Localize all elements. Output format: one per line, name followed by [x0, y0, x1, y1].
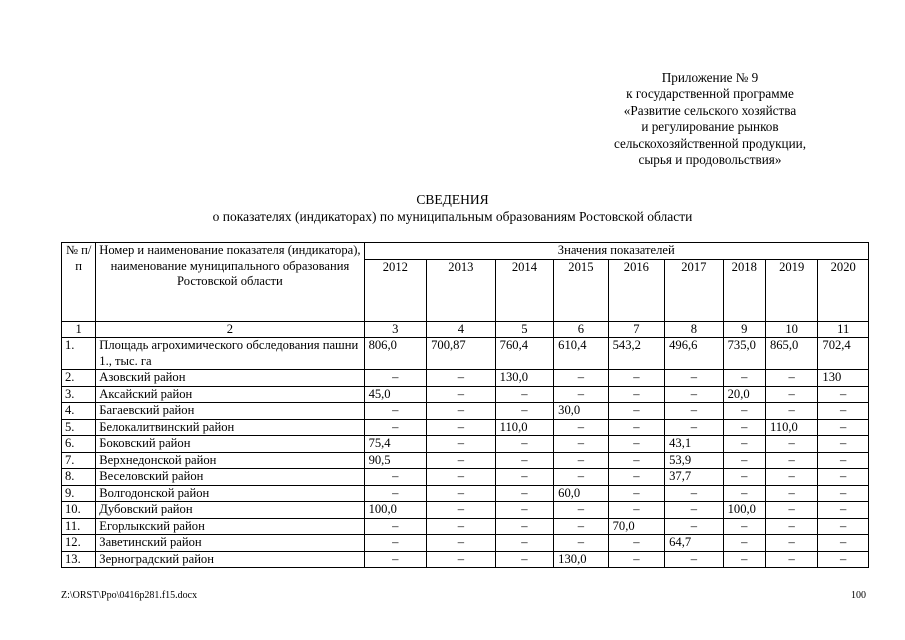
row-value: –	[427, 386, 496, 403]
row-number: 4.	[62, 403, 96, 420]
row-value: –	[608, 386, 664, 403]
row-value: –	[495, 502, 554, 519]
column-number: 3	[364, 321, 427, 338]
row-name: Заветинский район	[96, 535, 364, 552]
row-name: Верхнедонской район	[96, 452, 364, 469]
row-value: –	[665, 386, 724, 403]
row-value: –	[765, 370, 817, 387]
row-value: 75,4	[364, 436, 427, 453]
table-row	[62, 436, 869, 453]
table-row	[62, 403, 869, 420]
table-row	[62, 386, 869, 403]
row-value: –	[765, 551, 817, 568]
row-value: 20,0	[723, 386, 765, 403]
row-value: 130	[818, 370, 869, 387]
column-number: 9	[723, 321, 765, 338]
row-value: 865,0	[765, 338, 817, 370]
row-value: –	[765, 518, 817, 535]
row-value: 64,7	[665, 535, 724, 552]
row-value: 700,87	[427, 338, 496, 370]
row-value: –	[818, 502, 869, 519]
row-value: –	[765, 386, 817, 403]
row-value: 130,0	[554, 551, 608, 568]
row-value: –	[554, 386, 608, 403]
row-value: 110,0	[765, 419, 817, 436]
row-value: 45,0	[364, 386, 427, 403]
row-name: Волгодонской район	[96, 485, 364, 502]
row-value: 760,4	[495, 338, 554, 370]
row-value: –	[364, 518, 427, 535]
row-value: –	[765, 535, 817, 552]
row-value: 110,0	[495, 419, 554, 436]
column-number: 2	[96, 321, 364, 338]
row-value: 60,0	[554, 485, 608, 502]
row-name: Веселовский район	[96, 469, 364, 486]
row-value: –	[723, 518, 765, 535]
row-value: 735,0	[723, 338, 765, 370]
row-value: –	[818, 485, 869, 502]
row-value: –	[765, 403, 817, 420]
row-value: –	[818, 403, 869, 420]
header-year: 2013	[427, 259, 496, 321]
document-title: СВЕДЕНИЯ	[416, 192, 489, 207]
column-number: 5	[495, 321, 554, 338]
row-value: –	[364, 551, 427, 568]
row-value: –	[665, 502, 724, 519]
row-value: –	[427, 485, 496, 502]
row-name: Егорлыкский район	[96, 518, 364, 535]
row-value: –	[427, 403, 496, 420]
row-name: Азовский район	[96, 370, 364, 387]
row-value: –	[665, 551, 724, 568]
row-value: –	[495, 518, 554, 535]
row-value: –	[554, 419, 608, 436]
row-value: –	[723, 469, 765, 486]
row-name: Аксайский район	[96, 386, 364, 403]
row-name: Площадь агрохимического обследования пашни 1., тыс. га	[96, 338, 364, 370]
row-value: –	[665, 370, 724, 387]
row-value: –	[364, 419, 427, 436]
row-name: Зерноградский район	[96, 551, 364, 568]
row-value: 90,5	[364, 452, 427, 469]
row-value: –	[665, 485, 724, 502]
row-value: –	[495, 469, 554, 486]
row-number: 1.	[62, 338, 96, 370]
row-value: –	[554, 452, 608, 469]
row-value: –	[608, 436, 664, 453]
header-indicator-name: Номер и наименование показателя (индикатора), наименование муниципального образования Ростовской области	[96, 243, 364, 322]
row-value: –	[723, 551, 765, 568]
row-value: –	[723, 419, 765, 436]
appendix-block	[585, 70, 835, 168]
column-number: 8	[665, 321, 724, 338]
row-value: 130,0	[495, 370, 554, 387]
row-value: 100,0	[723, 502, 765, 519]
row-value: –	[554, 469, 608, 486]
row-value: –	[427, 551, 496, 568]
row-value: –	[723, 535, 765, 552]
row-name: Дубовский район	[96, 502, 364, 519]
appendix-line: сырья и продовольствия»	[638, 152, 782, 168]
row-value: –	[427, 469, 496, 486]
header-number: № п/п	[62, 243, 96, 322]
column-number: 4	[427, 321, 496, 338]
row-value: 30,0	[554, 403, 608, 420]
row-value: –	[427, 419, 496, 436]
row-value: –	[723, 403, 765, 420]
row-name: Белокалитвинский район	[96, 419, 364, 436]
row-value: –	[495, 403, 554, 420]
table-row	[62, 551, 869, 568]
row-value: –	[818, 436, 869, 453]
row-value: –	[495, 535, 554, 552]
header-year: 2018	[723, 259, 765, 321]
header-year: 2016	[608, 259, 664, 321]
column-number: 7	[608, 321, 664, 338]
header-values: Значения показателей	[364, 243, 868, 260]
row-value: –	[427, 452, 496, 469]
row-value: –	[608, 551, 664, 568]
page-number: 100	[851, 590, 866, 601]
row-name: Боковский район	[96, 436, 364, 453]
row-value: –	[608, 403, 664, 420]
row-value: –	[495, 386, 554, 403]
row-value: –	[364, 370, 427, 387]
table-row	[62, 452, 869, 469]
row-value: 37,7	[665, 469, 724, 486]
row-value: –	[723, 485, 765, 502]
table-row	[62, 502, 869, 519]
row-value: –	[723, 436, 765, 453]
row-value: 100,0	[364, 502, 427, 519]
table-row	[62, 419, 869, 436]
row-number: 11.	[62, 518, 96, 535]
row-value: 496,6	[665, 338, 724, 370]
row-value: –	[427, 370, 496, 387]
appendix-line: и регулирование рынков	[641, 119, 779, 135]
row-value: –	[665, 518, 724, 535]
column-number: 10	[765, 321, 817, 338]
row-value: 702,4	[818, 338, 869, 370]
row-value: –	[427, 436, 496, 453]
row-value: –	[554, 535, 608, 552]
row-value: –	[608, 419, 664, 436]
row-value: –	[608, 469, 664, 486]
row-value: –	[608, 452, 664, 469]
row-value: –	[608, 370, 664, 387]
row-value: –	[554, 370, 608, 387]
row-value: –	[818, 518, 869, 535]
row-value: 543,2	[608, 338, 664, 370]
row-value: –	[818, 535, 869, 552]
table-row	[62, 469, 869, 486]
row-number: 7.	[62, 452, 96, 469]
row-value: –	[364, 485, 427, 502]
appendix-line: «Развитие сельского хозяйства	[623, 102, 797, 118]
row-value: –	[608, 535, 664, 552]
row-value: –	[818, 551, 869, 568]
row-number: 2.	[62, 370, 96, 387]
document-heading	[0, 191, 905, 225]
header-year: 2019	[765, 259, 817, 321]
row-value: –	[765, 436, 817, 453]
row-value: 43,1	[665, 436, 724, 453]
row-value: –	[554, 502, 608, 519]
row-number: 3.	[62, 386, 96, 403]
row-value: –	[364, 403, 427, 420]
column-numbers-row	[62, 321, 869, 338]
table-row	[62, 535, 869, 552]
table-row	[62, 370, 869, 387]
document-subtitle: о показателях (индикаторах) по муниципальным образованиям Ростовской области	[212, 209, 693, 224]
row-value: –	[495, 485, 554, 502]
row-number: 10.	[62, 502, 96, 519]
row-value: –	[665, 419, 724, 436]
row-value: –	[818, 386, 869, 403]
row-name: Багаевский район	[96, 403, 364, 420]
row-number: 13.	[62, 551, 96, 568]
column-number: 1	[62, 321, 96, 338]
row-value: –	[723, 370, 765, 387]
row-value: –	[665, 403, 724, 420]
row-value: –	[554, 436, 608, 453]
appendix-line: Приложение № 9	[661, 70, 759, 85]
row-value: –	[765, 485, 817, 502]
column-number: 6	[554, 321, 608, 338]
row-value: –	[427, 502, 496, 519]
table-body	[62, 338, 869, 568]
table-row	[62, 338, 869, 370]
file-path: Z:\ORST\Ppo\0416p281.f15.docx	[61, 590, 198, 601]
table-row	[62, 485, 869, 502]
row-value: –	[427, 535, 496, 552]
appendix-line: сельскохозяйственной продукции,	[613, 135, 807, 151]
row-value: –	[495, 436, 554, 453]
column-number: 11	[818, 321, 869, 338]
row-value: –	[765, 452, 817, 469]
row-value: –	[765, 469, 817, 486]
row-value: –	[427, 518, 496, 535]
header-year: 2014	[495, 259, 554, 321]
header-year: 2012	[364, 259, 427, 321]
table-row	[62, 518, 869, 535]
header-year: 2017	[665, 259, 724, 321]
row-number: 9.	[62, 485, 96, 502]
row-value: 610,4	[554, 338, 608, 370]
row-value: 806,0	[364, 338, 427, 370]
row-value: –	[818, 469, 869, 486]
row-value: –	[818, 419, 869, 436]
row-value: –	[818, 452, 869, 469]
row-value: –	[608, 502, 664, 519]
appendix-line: к государственной программе	[626, 86, 794, 102]
header-year: 2015	[554, 259, 608, 321]
row-value: –	[765, 502, 817, 519]
row-value: –	[495, 551, 554, 568]
row-value: –	[364, 469, 427, 486]
row-number: 6.	[62, 436, 96, 453]
row-value: –	[495, 452, 554, 469]
row-value: –	[554, 518, 608, 535]
row-number: 5.	[62, 419, 96, 436]
row-number: 12.	[62, 535, 96, 552]
header-year: 2020	[818, 259, 869, 321]
row-value: 53,9	[665, 452, 724, 469]
row-value: 70,0	[608, 518, 664, 535]
row-value: –	[723, 452, 765, 469]
row-value: –	[608, 485, 664, 502]
indicators-table	[61, 242, 869, 568]
row-number: 8.	[62, 469, 96, 486]
row-value: –	[364, 535, 427, 552]
